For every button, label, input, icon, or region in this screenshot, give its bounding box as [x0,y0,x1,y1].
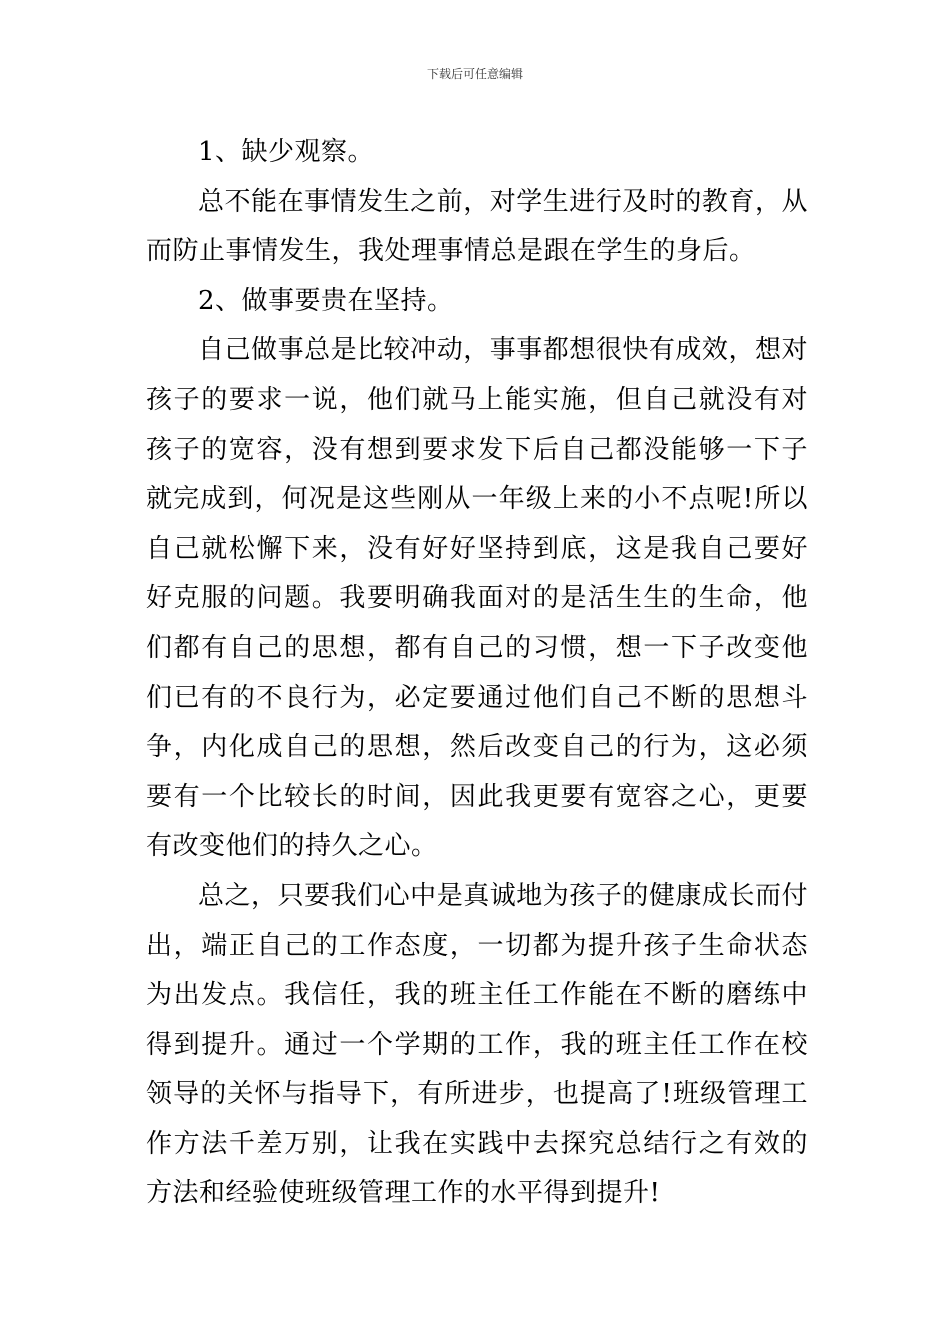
paragraph-heading-1: 1、缺少观察。 [198,137,375,167]
paragraph-heading-2: 2、做事要贵在坚持。 [198,285,454,316]
paragraph-2: 自己做事总是比较冲动，事事都想很快有成效，想对孩子的要求一说，他们就马上能实施，但自己就没有对孩子的宽容，没有想到要求发下后自己都没能够一下子就完成到，何况是这些刚从一年级上来的小不点呢!所以自己就松懈下来，没有好好坚持到底，这是我自己要好好克服的问题。我要明确我面对的是活生生的生命，他们都有自己的思想，都有自己的习惯，想一下子改变他们已有的不良行为，必定要通过他们自己不断的思想斗争，内化成自己的思想，然后改变自己的行为，这必须要有一个比较长的时间，因此我更要有宽容之心，更要有改变他们的持久之心。 [146,335,808,862]
paragraph-conclusion: 总之，只要我们心中是真诚地为孩子的健康成长而付出，端正自己的工作态度，一切都为提升孩子生命状态为出发点。我信任，我的班主任工作能在不断的磨练中得到提升。通过一个学期的工作，我的班主任工作在校领导的关怀与指导下，有所进步，也提高了!班级管理工作方法千差万别，让我在实践中去探究总结行之有效的方法和经验使班级管理工作的水平得到提升! [146,880,808,1209]
page-header: 下载后可任意编辑 [426,67,523,81]
document-body [146,128,808,1219]
paragraph-1: 总不能在事情发生之前，对学生进行及时的教育，从而防止事情发生，我处理事情总是跟在学生的身后。 [146,186,808,267]
